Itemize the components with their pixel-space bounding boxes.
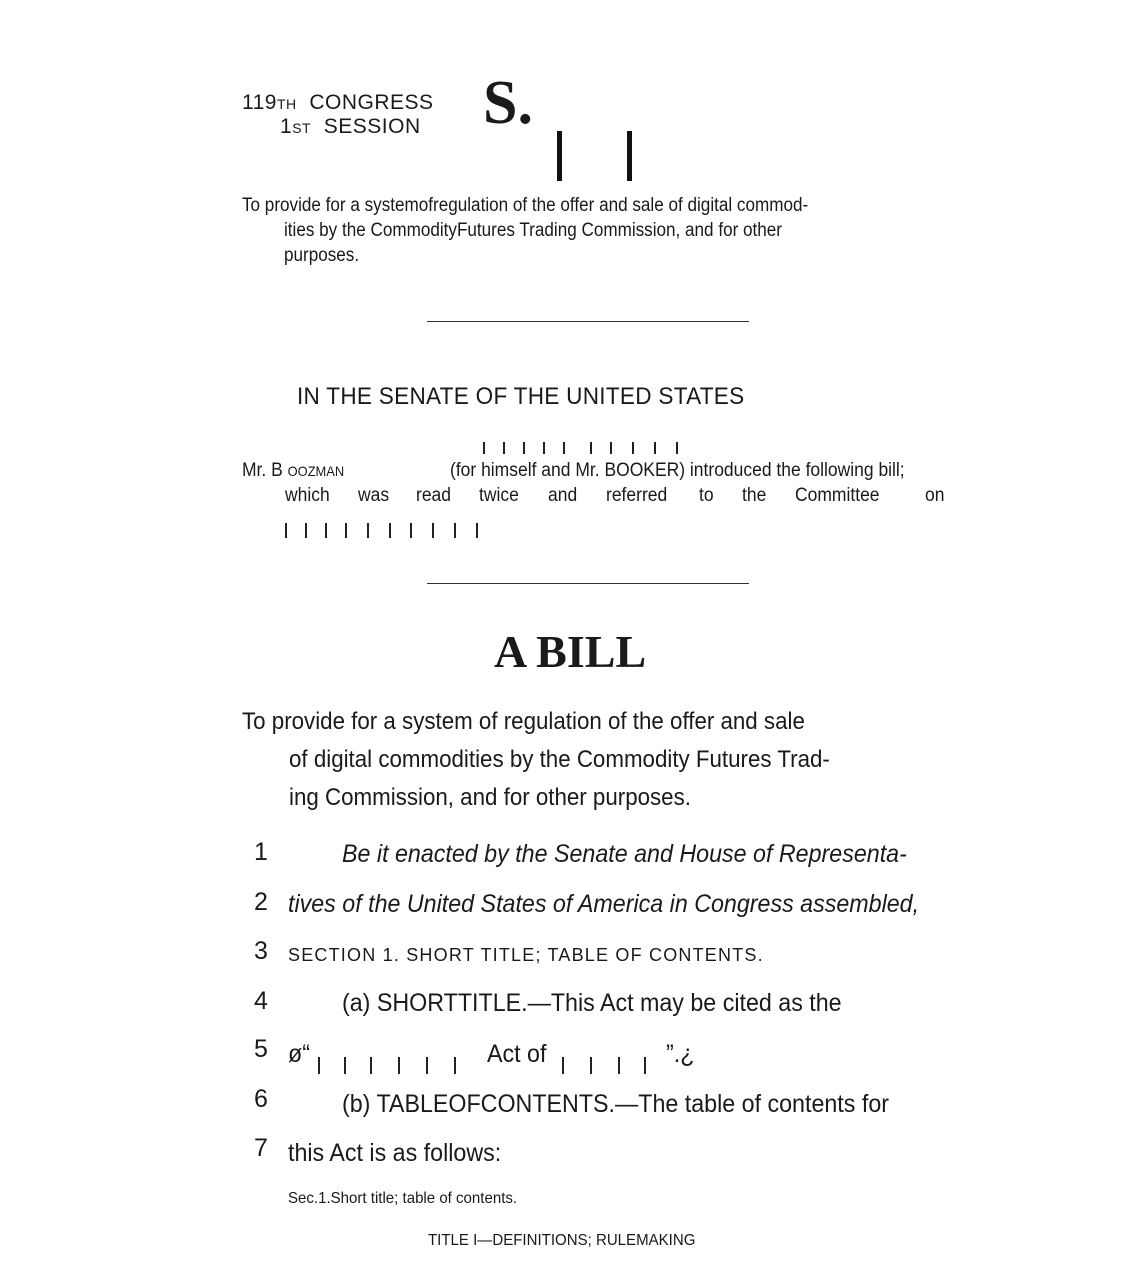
referral-word: and [548,485,578,506]
line-number: 6 [254,1085,268,1113]
short-purpose-line-2: ities by the CommodityFutures Trading Commission, and for other [284,220,783,241]
congress-number: 119 [242,91,277,114]
toc-clause: (b) TABLEOFCONTENTS.—The table of contents for [342,1090,889,1118]
cosponsor-text: (for himself and Mr. BOOKER) introduced the following bill; [450,460,905,481]
bill-number-placeholder-bar [557,131,562,181]
act-of-label: Act of [487,1040,547,1068]
referral-word: referred [606,485,668,506]
bill-number-placeholder-bar [627,131,632,181]
referral-word: twice [479,485,519,506]
short-purpose-line-1: To provide for a systemofregulation of the offer and sale of digital commod- [242,195,809,216]
referral-word: on [925,485,945,506]
session-word: SESSION [323,115,421,138]
session-line [280,115,421,139]
sponsor-prefix: Mr. B [242,460,283,481]
enacting-clause-cont: tives of the United States of America in Congress assembled, [288,890,920,918]
line-number: 1 [254,838,268,866]
line-number: 3 [254,937,268,965]
referral-word: read [416,485,451,506]
congress-ordinal: TH [276,96,297,112]
line-number: 2 [254,888,268,916]
line-number: 5 [254,1035,268,1063]
enacting-clause: Be it enacted by the Senate and House of Representa- [342,840,907,868]
referral-word: Committee [795,485,880,506]
senate-heading: IN THE SENATE OF THE UNITED STATES [297,383,745,410]
congress-word: CONGRESS [309,91,434,114]
long-purpose-line-3: ing Commission, and for other purposes. [289,784,691,811]
line-number: 7 [254,1134,268,1162]
short-purpose-line-3: purposes. [284,245,360,266]
long-purpose-line-2: of digital commodities by the Commodity Futures Trad- [289,746,830,773]
bill-number-prefix: S. [483,69,533,137]
long-purpose-line-1: To provide for a system of regulation of the offer and sale [242,708,805,735]
line-number: 4 [254,987,268,1015]
close-mark: ”.¿ [666,1040,695,1068]
session-ordinal: ST [292,120,312,136]
toc-title-heading: TITLE I—DEFINITIONS; RULEMAKING [428,1232,696,1249]
bill-title: A BILL [494,626,647,677]
section-heading: SECTION 1. SHORT TITLE; TABLE OF CONTENTS. [288,945,764,965]
toc-entry: Sec.1.Short title; table of contents. [288,1190,518,1207]
sponsor-name-rest: OOZMAN [287,463,345,479]
divider-bottom [427,583,749,584]
referral-word: which [285,485,330,506]
short-title-clause: (a) SHORTTITLE.—This Act may be cited as the [342,989,842,1017]
congress-line [242,91,434,115]
session-number: 1 [280,115,293,138]
referral-word: was [358,485,390,506]
referral-word: to [699,485,714,506]
divider-top [427,321,749,322]
open-mark: ø“ [288,1040,310,1068]
referral-word: the [742,485,767,506]
sponsor [242,460,344,482]
toc-clause-cont: this Act is as follows: [288,1139,502,1167]
